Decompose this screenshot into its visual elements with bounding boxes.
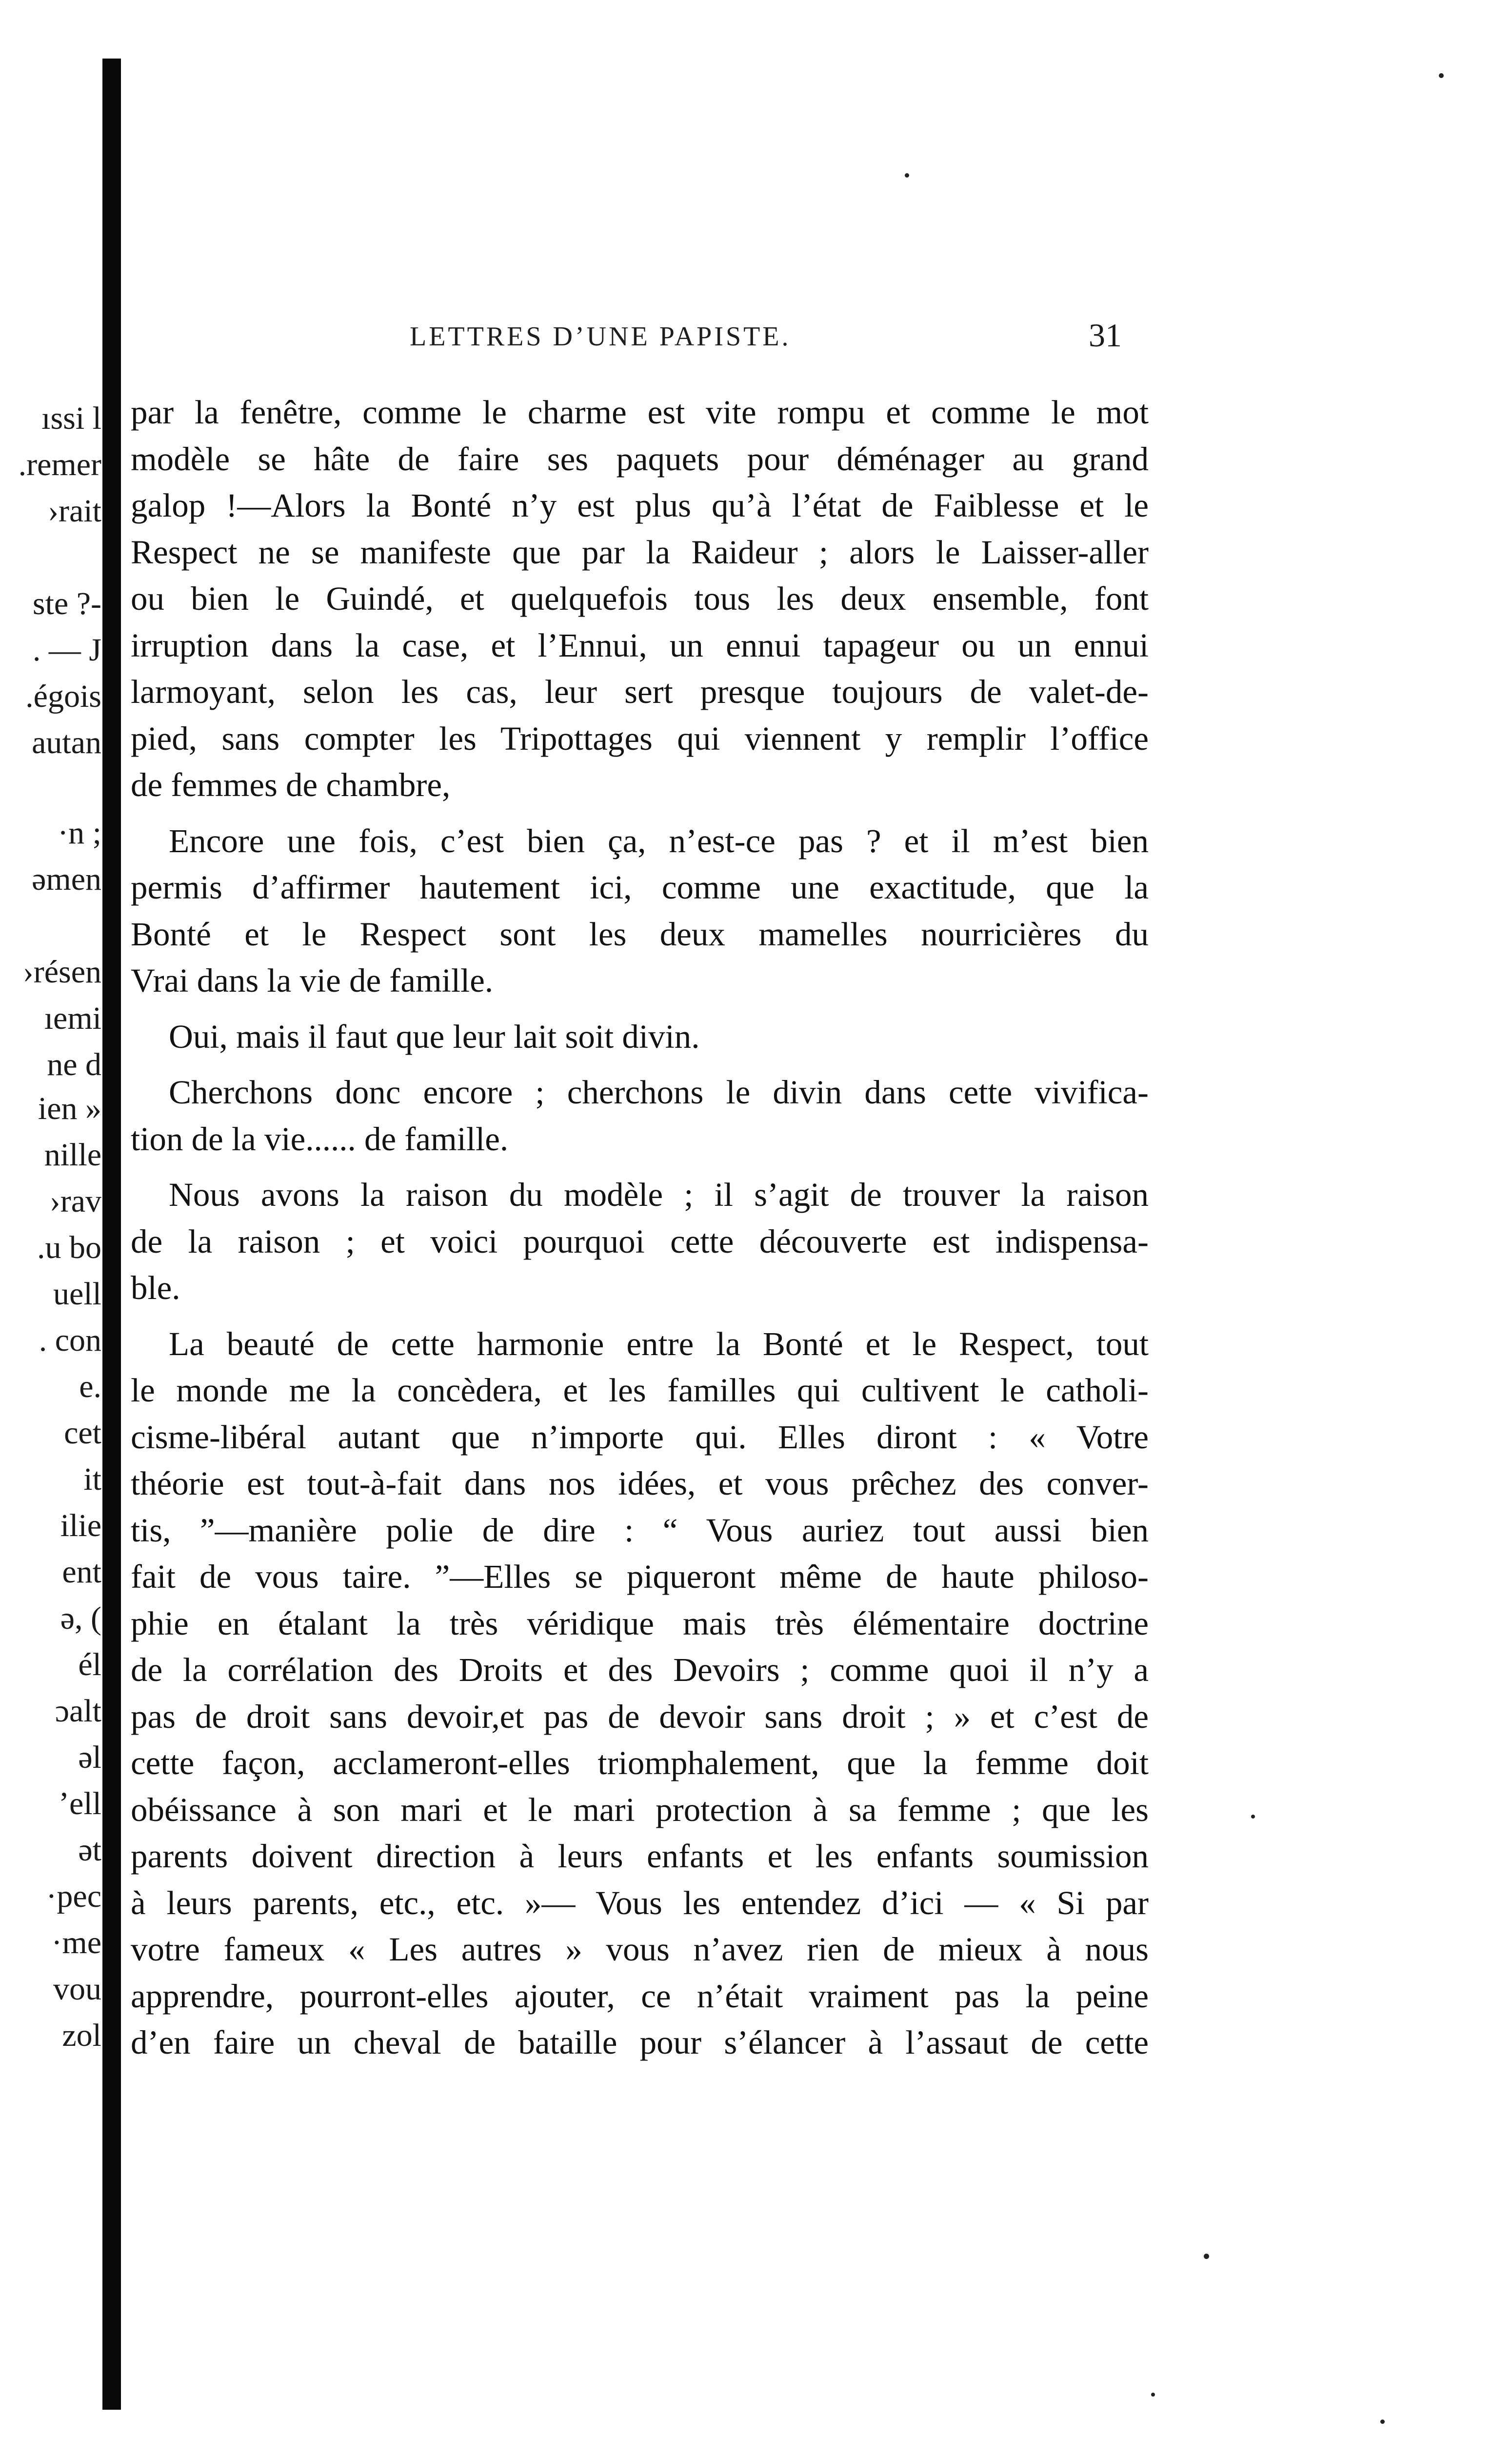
text-line: tis, ”—manière polie de dire : “ Vous auriez tout aussi bien — [131, 1511, 1149, 1549]
text-line: ou bien le Guindé, et quelquefois tous les deux ensemble, font — [131, 580, 1149, 617]
facing-page-fragment: ·me — [51, 1925, 101, 1960]
facing-page-fragment: ·pec — [46, 1879, 101, 1914]
text-line: fait de vous taire. ”—Elles se piqueront même de haute philoso- — [131, 1558, 1149, 1595]
facing-page-fragment: ’ell — [59, 1786, 101, 1821]
text-line: Bonté et le Respect sont les deux mamelles nourricières du — [131, 915, 1149, 953]
facing-page-fragment: autan — [32, 725, 101, 760]
text-line: Respect ne se manifeste que par la Raideur ; alors le Laisser-aller — [131, 533, 1149, 571]
text-line: Encore une fois, c’est bien ça, n’est-ce pas ? et il m’est bien — [169, 822, 1149, 860]
text-line: cette façon, acclameront-elles triomphalement, que la femme doit — [131, 1744, 1149, 1781]
text-line: Cherchons donc encore ; cherchons le divin dans cette vivifica- — [169, 1074, 1149, 1111]
text-line: cisme-libéral autant que n’importe qui. Elles diront : « Votre — [131, 1418, 1149, 1456]
facing-page-fragment: .u bo — [37, 1230, 101, 1265]
paper-speck — [1204, 2254, 1209, 2259]
text-line: larmoyant, selon les cas, leur sert presque toujours de valet-de- — [131, 673, 1149, 710]
facing-page-fragment: nille — [44, 1137, 101, 1173]
text-line: irruption dans la case, et l’Ennui, un ennui tapageur ou un ennui — [131, 626, 1149, 664]
text-line: votre fameux « Les autres » vous n’avez rien de mieux à nous — [131, 1931, 1149, 1968]
text-line: permis d’affirmer hautement ici, comme une exactitude, que la — [131, 869, 1149, 906]
text-line: La beauté de cette harmonie entre la Bonté et le Respect, tout — [169, 1325, 1149, 1362]
facing-page-fragment: vou — [53, 1971, 101, 2007]
text-line: phie en étalant la très véridique mais très élémentaire doctrine — [131, 1604, 1149, 1642]
text-line: tion de la vie...... de famille. — [131, 1120, 509, 1158]
facing-page-fragment: e. — [79, 1369, 101, 1404]
facing-page-fragment: ·n ; — [58, 815, 101, 851]
paragraph — [131, 1321, 1149, 2066]
facing-page-fragment: ɔalt — [55, 1693, 101, 1729]
text-line: galop !—Alors la Bonté n’y est plus qu’à l’état de Faiblesse et le — [131, 487, 1149, 524]
facing-page-fragment: ilie — [60, 1508, 101, 1543]
facing-page-fragment: ne d — [47, 1047, 101, 1082]
paragraph — [131, 1172, 1149, 1312]
text-line: théorie est tout-à-fait dans nos idées, et vous prêchez des conver- — [131, 1465, 1149, 1502]
facing-page-fragment: . — J — [32, 632, 101, 668]
facing-page-fragment: əmen — [32, 861, 101, 897]
text-line: obéissance à son mari et le mari protection à sa femme ; que les — [131, 1791, 1149, 1828]
text-line: par la fenêtre, comme le charme est vite rompu et comme le mot — [131, 394, 1149, 431]
text-line: d’en faire un cheval de bataille pour s’élancer à l’assaut de cette — [131, 2024, 1149, 2061]
facing-page-fragment: él — [78, 1647, 101, 1682]
facing-page-fragment: ət — [78, 1832, 101, 1868]
running-head: LETTRES D’UNE PAPISTE. — [410, 321, 791, 352]
facing-page-fragment: əl — [78, 1739, 101, 1775]
paragraph — [131, 389, 1149, 809]
text-line: de femmes de chambre, — [131, 766, 451, 803]
facing-page-fragment: zol — [62, 2018, 101, 2053]
page-number: 31 — [1089, 317, 1122, 354]
facing-page-fragment: ›rav — [49, 1183, 101, 1219]
facing-page-fragment: .égois — [25, 679, 101, 714]
facing-page-fragment: ent — [62, 1554, 101, 1590]
paper-speck — [1151, 2393, 1155, 2397]
text-line: apprendre, pourront-elles ajouter, ce n’était vraiment pas la peine — [131, 1977, 1149, 2015]
text-line: Oui, mais il faut que leur lait soit divin. — [169, 1018, 700, 1055]
paragraph — [131, 1014, 1149, 1060]
text-line: modèle se hâte de faire ses paquets pour déménager au grand — [131, 440, 1149, 478]
body-text — [131, 389, 1149, 2076]
text-line: pas de droit sans devoir,et pas de devoir sans droit ; » et c’est de — [131, 1698, 1149, 1735]
paper-speck — [1439, 73, 1444, 78]
adjacent-page-fragments — [0, 380, 122, 2283]
facing-page-fragment: cet — [64, 1415, 101, 1451]
text-line: de la raison ; et voici pourquoi cette découverte est indispensa- — [131, 1222, 1149, 1260]
text-line: Nous avons la raison du modèle ; il s’agit de trouver la raison — [169, 1176, 1149, 1213]
facing-page-fragment: ›résen — [22, 954, 101, 990]
facing-page-fragment: .remer — [18, 447, 101, 482]
paper-speck — [1251, 1815, 1255, 1819]
facing-page-fragment: ıssi l — [41, 400, 101, 436]
paragraph — [131, 1069, 1149, 1162]
text-line: Vrai dans la vie de famille. — [131, 962, 494, 999]
text-line: le monde me la concèdera, et les familles qui cultivent le catholi- — [131, 1372, 1149, 1409]
facing-page-fragment: ste ?- — [32, 586, 101, 621]
facing-page-fragment: it — [83, 1461, 101, 1497]
text-line: à leurs parents, etc., etc. »— Vous les entendez d’ici — « Si par — [131, 1884, 1149, 1921]
facing-page-fragment: ›rait — [48, 493, 101, 529]
text-line: ble. — [131, 1269, 180, 1306]
facing-page-fragment: ə, ( — [60, 1600, 101, 1636]
facing-page-fragment: uell — [53, 1276, 101, 1312]
text-line: parents doivent direction à leurs enfants et les enfants soumission — [131, 1838, 1149, 1875]
paper-speck — [1380, 2419, 1385, 2424]
facing-page-fragment: . con — [39, 1322, 101, 1358]
text-line: de la corrélation des Droits et des Devoirs ; comme quoi il n’y a — [131, 1651, 1149, 1688]
facing-page-fragment: ien » — [38, 1091, 101, 1126]
paper-speck — [905, 173, 909, 178]
facing-page-fragment: ıemi — [44, 1000, 101, 1036]
paragraph — [131, 818, 1149, 1004]
text-line: pied, sans compter les Tripottages qui viennent y remplir l’office — [131, 720, 1149, 757]
